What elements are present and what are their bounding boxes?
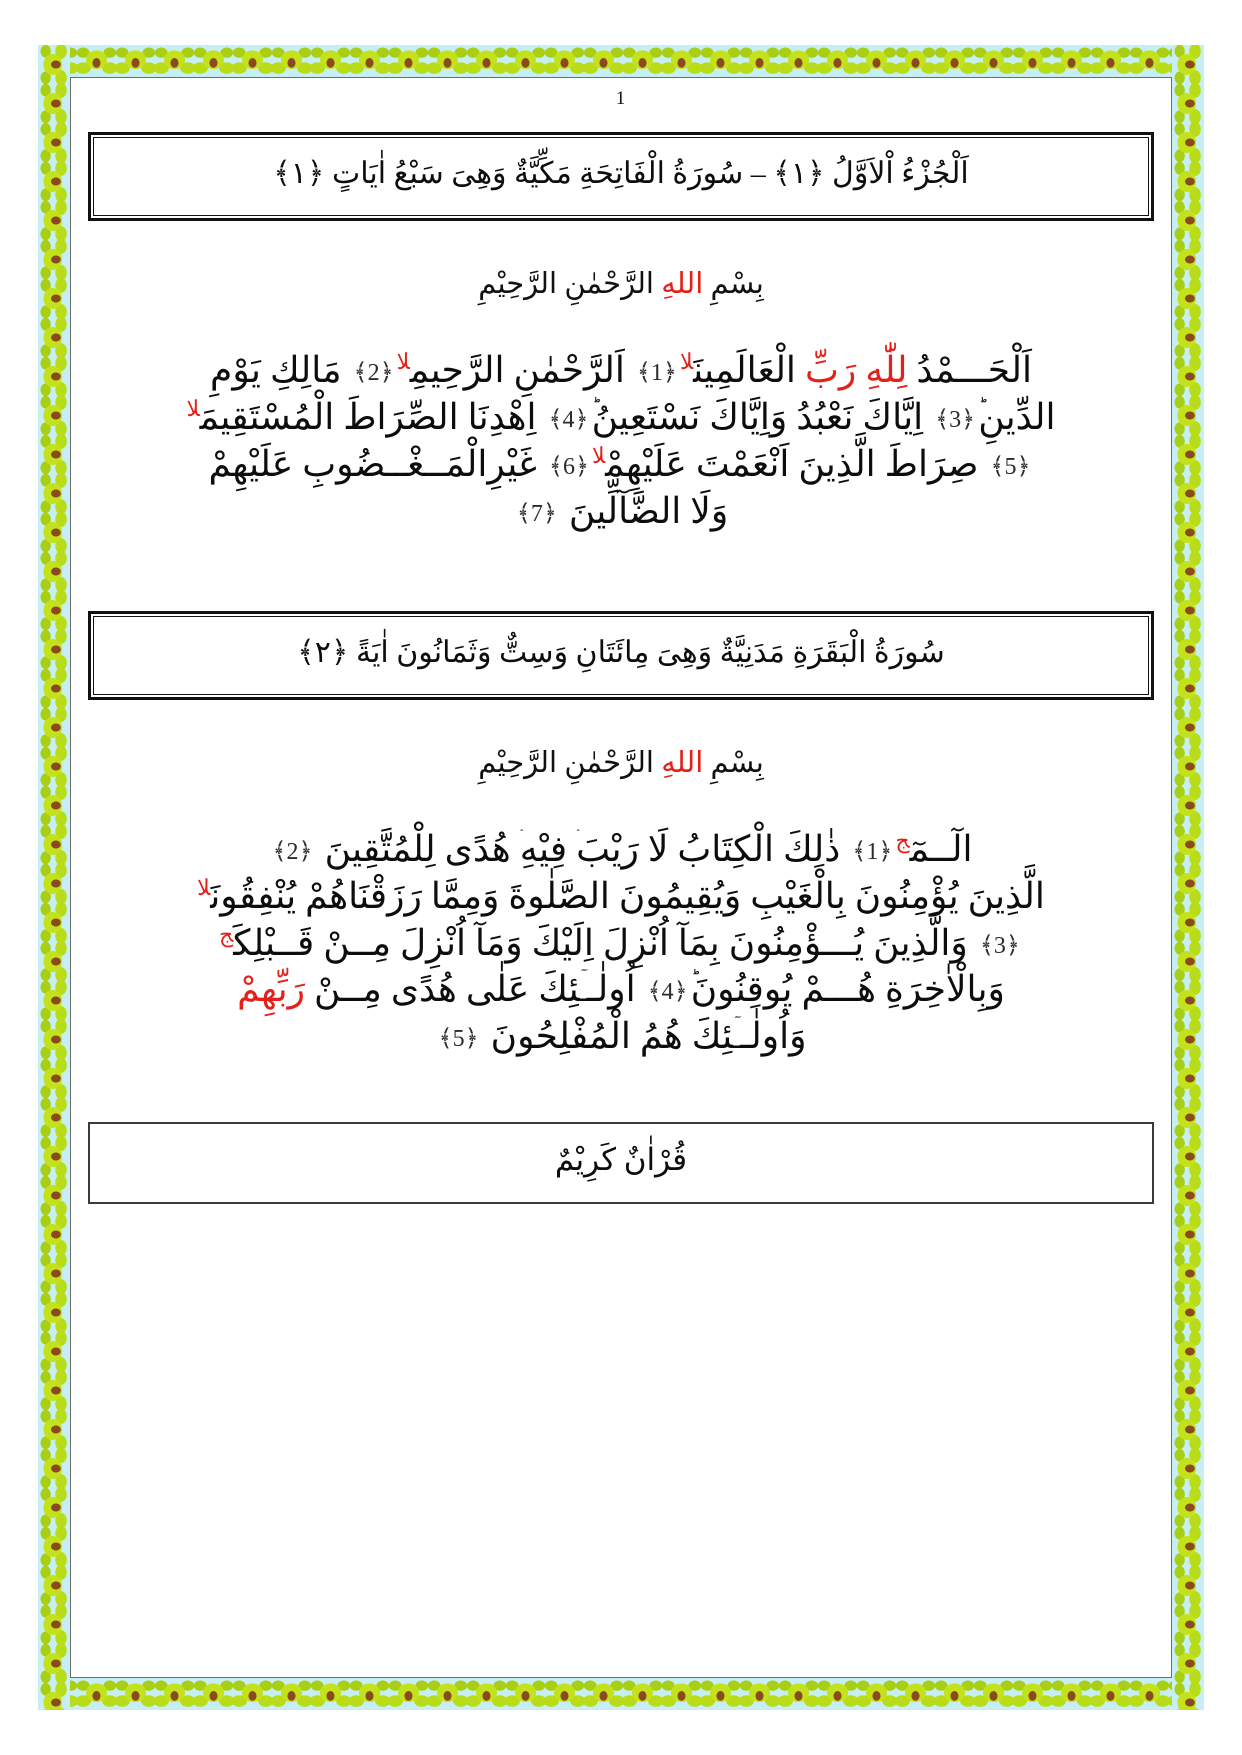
ayah-text: اُولٰــۤئِكَ عَلٰى هُدًى مِــنْ [305,969,645,1010]
ayah-text: اَلْحَـــمْدُ [907,350,1032,391]
ayah-text: غَيْرِالْمَــغْــضُوبِ عَلَيْهِمْ [208,443,546,484]
surah-baqarah-header-text: سُورَةُ الْبَقَرَةِ مَدَنِيَّةٌ وَهِىَ مِائَتَانِ وَسِتٌّ وَثَمَانُونَ اٰيَةً ﴿٢﴾ [297,635,945,669]
ayah-text: اِيَّاكَ نَعْبُدُ وَاِيَّاكَ نَسْتَعِينُ [591,397,933,438]
page-number: 1 [615,88,627,109]
ayah-number-marker: ﴿2﴾ [353,360,394,387]
waqf-mark-red: لا [197,874,211,900]
basmala-prefix: بِسْمِ [703,746,764,779]
ayah-text: الَّذِينَ يُؤْمِنُونَ بِالْغَيْبِ وَيُقِيمُونَ الصَّلٰوةَ وَمِمَّا رَزَقْنَاهُمْ يُنْفِقُونَ [210,875,1045,916]
ayah-number-marker: ﴿7﴾ [516,500,557,527]
fatiha-line [88,347,1154,394]
surah-baqarah-text [88,826,1154,1060]
ayah-number-marker: ﴿4﴾ [548,407,589,434]
ayah-number-marker: ﴿6﴾ [548,453,590,480]
highlighted-word: لِلّٰهِ [856,350,908,391]
basmala-fatiha [88,261,1154,307]
surah-baqarah-header-box [88,611,1154,700]
ayah-text: ذٰلِكَ الْكِتَابُ لَا رَيْبَ [576,828,850,869]
fatiha-line [88,488,1154,535]
surah-baqarah-header-inner [93,616,1149,695]
basmala-suffix: الرَّحْمٰنِ الرَّحِيْمِ [478,746,662,779]
highlighted-word: رَبِّهِمْ [237,969,306,1010]
juz-surah-header-inner [93,137,1149,216]
ayah-text: صِرَاطَ الَّذِينَ اَنْعَمْتَ عَلَيْهِمْ [605,443,988,484]
ayah-text: فِيْهِ [519,828,577,869]
baqarah-line [88,920,1154,967]
ayah-number-marker: ﴿2﴾ [272,838,313,865]
ayah-text: وَلَا الضَّآلِّينَ [559,490,729,531]
waqf-mark-red: لا [679,349,694,375]
ayah-number-marker: ﴿5﴾ [990,453,1031,480]
waqf-mark-red: لا [396,349,410,375]
baqarah-line [88,873,1154,920]
ayah-text: وَبِالْاٰخِرَةِ هُـــمْ يُوقِنُونَ [690,969,1005,1010]
ayah-text: اِهْدِنَا الصِّرَاطَ الْمُسْتَقِيمَ [199,397,546,438]
footer-text: قُرْاٰنٌ كَرِيْمٌ [554,1141,688,1177]
waqf-mark-red: ج [219,921,234,947]
waqf-mark-red: لا [186,396,200,422]
ayah-number-marker: ﴿3﴾ [935,407,976,434]
ayah-text: مَالِكِ يَوْمِ [210,350,351,391]
waqf-mark-red: لا [592,442,606,468]
fatiha-line [88,394,1154,441]
ayah-number-marker: ﴿1﴾ [636,360,677,387]
baqarah-line [88,966,1154,1013]
ayah-text: وَالَّذِينَ يُـــؤْمِنُونَ بِمَآ اُنْزِلَ اِلَيْكَ وَمَآ اُنْزِلَ مِــنْ قَــبْلِكَ [233,922,977,963]
ayah-text: وَاُولٰــۤئِكَ هُمُ الْمُفْلِحُونَ [481,1016,807,1057]
border-top-floral-pattern [38,45,1204,77]
page-content [88,84,1154,1670]
ayah-number-marker: ﴿1﴾ [852,838,893,865]
basmala-suffix: الرَّحْمٰنِ الرَّحِيْمِ [478,268,662,300]
basmala-baqarah [88,740,1154,786]
juz-surah-header-text: اَلْجُزْءُ اْلاَوَّلُ ﴿١﴾ – سُورَةُ الْفَاتِحَةِ مَكِّيَّةٌ وَهِىَ سَبْعُ اٰيَاتٍ ﴿١﴾ [273,157,969,190]
ayah-text: الْعَالَمِينَ [693,350,796,391]
juz-surah-header-box [88,132,1154,221]
fatiha-line [88,441,1154,488]
surah-fatiha-text [88,347,1154,534]
ayah-number-marker: ﴿4﴾ [647,979,688,1006]
waqf-mark-red: ج [895,827,910,853]
highlighted-word: رَبِّ [795,350,857,391]
basmala-lafz-allah: اللهِ [661,746,704,779]
basmala-lafz-allah: اللهِ [661,268,704,300]
ayah-text: هُدًى لِلْمُتَّقِينَ [315,828,520,869]
ayah-text: الدِّينِ [978,397,1056,438]
ayah-text: الٓــمٓ [909,828,973,869]
border-left-floral-pattern [38,45,70,1710]
border-bottom-floral-pattern [38,1678,1204,1710]
basmala-prefix: بِسْمِ [703,268,764,300]
border-right-floral-pattern [1172,45,1204,1710]
ayah-number-marker: ﴿5﴾ [438,1026,479,1053]
ayah-text: اَلرَّحْمٰنِ الرَّحِيمِ [409,350,634,391]
baqarah-line [88,1013,1154,1060]
ayah-number-marker: ﴿3﴾ [979,932,1020,959]
baqarah-line [88,826,1154,873]
footer-box [88,1122,1154,1204]
